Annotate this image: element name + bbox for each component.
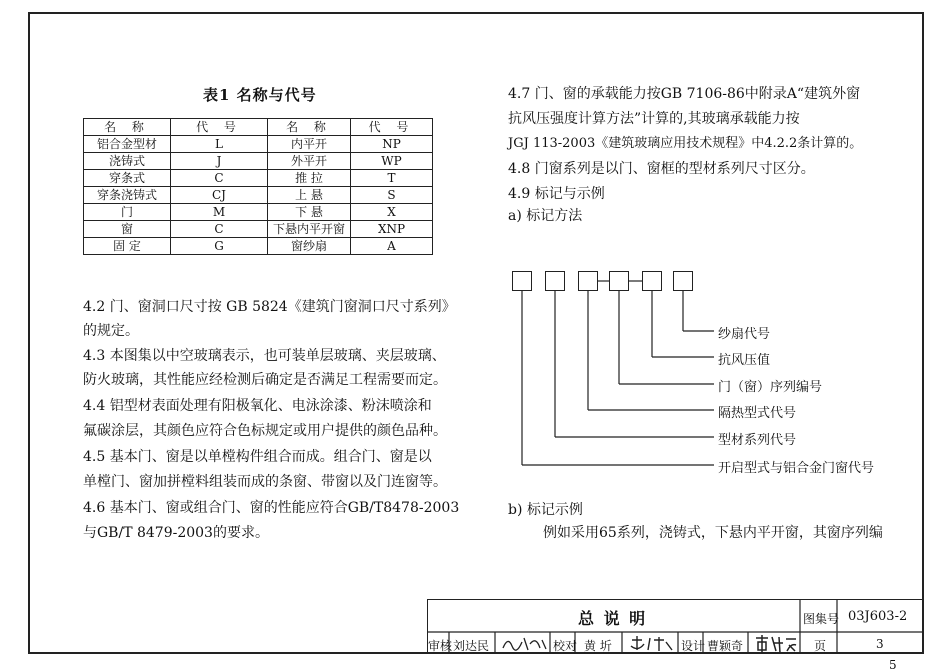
para-4-2-line2: 的规定。: [83, 323, 139, 339]
cell: 下悬内平开窗: [268, 221, 351, 238]
label-sequence-number: 门（窗）序列编号: [718, 380, 823, 395]
cell: XNP: [351, 221, 433, 238]
cell: 穿条式: [84, 170, 171, 187]
title-block: [427, 599, 924, 654]
para-4-7-line1: 4.7 门、窗的承载能力按GB 7106-86中附录A“建筑外窗: [508, 86, 861, 102]
cell: 内平开: [268, 136, 351, 153]
table-title: 表1 名称与代号: [203, 86, 317, 104]
design-label: 设计: [681, 639, 706, 653]
review-label: 审核: [428, 639, 453, 653]
cell: 浇铸式: [84, 153, 171, 170]
reviewer-signature: [500, 634, 550, 654]
cell: 门: [84, 204, 171, 221]
cell: L: [171, 136, 268, 153]
cell: NP: [351, 136, 433, 153]
para-4-4-line1: 4.4 铝型材表面处理有阳极氧化、电泳涂漆、粉沫喷涂和: [83, 398, 432, 414]
cell: 固 定: [84, 238, 171, 255]
cell: WP: [351, 153, 433, 170]
cell: J: [171, 153, 268, 170]
cell: 下 悬: [268, 204, 351, 221]
cell: 推 拉: [268, 170, 351, 187]
para-4-8: 4.8 门窗系列是以门、窗框的型材系列尺寸区分。: [508, 161, 815, 177]
para-4-2-line1: 4.2 门、窗洞口尺寸按 GB 5824《建筑门窗洞口尺寸系列》: [83, 299, 456, 315]
checker-name: 黄 圻: [584, 639, 612, 653]
cell: T: [351, 170, 433, 187]
label-wind-pressure: 抗风压值: [718, 353, 771, 368]
cell: 穿条浇铸式: [84, 187, 171, 204]
cell: X: [351, 204, 433, 221]
label-opening-type: 开启型式与铝合金门窗代号: [718, 461, 875, 476]
check-label: 校对: [553, 639, 578, 653]
header-code-2: 代 号: [351, 119, 433, 136]
para-4-3-line1: 4.3 本图集以中空玻璃表示，也可装单层玻璃、夹层玻璃、: [83, 348, 446, 364]
page-number: 3: [876, 637, 884, 651]
para-b-example: b) 标记示例: [508, 502, 583, 518]
cell: M: [171, 204, 268, 221]
cell: S: [351, 187, 433, 204]
cell: 窗纱扇: [268, 238, 351, 255]
label-profile-series: 型材系列代号: [718, 433, 797, 448]
cell: 上 悬: [268, 187, 351, 204]
para-4-5-line1: 4.5 基本门、窗是以单樘构件组合而成。组合门、窗是以: [83, 449, 432, 465]
para-4-4-line2: 氟碳涂层，其颜色应符合色标规定或用户提供的颜色品种。: [83, 423, 447, 439]
designer-signature: [753, 633, 799, 655]
header-name-2: 名 称: [268, 119, 351, 136]
cell: A: [351, 238, 433, 255]
cell: CJ: [171, 187, 268, 204]
checker-signature: [628, 634, 676, 654]
para-4-5-line2: 单樘门、窗加拼樘料组装而成的条窗、带窗以及门连窗等。: [83, 474, 447, 490]
para-b-example-text: 例如采用65系列，浇铸式，下悬内平开窗，其窗序列编: [543, 525, 883, 541]
page-label: 页: [814, 639, 827, 653]
cell: C: [171, 170, 268, 187]
cell: 外平开: [268, 153, 351, 170]
header-name-1: 名 称: [84, 119, 171, 136]
cell: 窗: [84, 221, 171, 238]
label-screen-sash-code: 纱扇代号: [718, 327, 771, 342]
header-code-1: 代 号: [171, 119, 268, 136]
label-insulation-type: 隔热型式代号: [718, 406, 797, 421]
para-4-7-line2: 抗风压强度计算方法”计算的,其玻璃承载能力按: [508, 111, 800, 127]
sheet-number: 5: [889, 658, 897, 672]
para-4-6-line2: 与GB/T 8479-2003的要求。: [83, 525, 269, 541]
para-4-9: 4.9 标记与示例: [508, 186, 605, 202]
cell: G: [171, 238, 268, 255]
para-4-3-line2: 防火玻璃，其性能应经检测后确定是否满足工程需要而定。: [83, 372, 447, 388]
sheet-title: 总 说 明: [578, 609, 648, 628]
para-4-7-line3: JGJ 113-2003《建筑玻璃应用技术规程》中4.2.2条计算的。: [508, 136, 863, 151]
cell: 铝合金型材: [84, 136, 171, 153]
atlas-number-label: 图集号: [803, 612, 840, 626]
reviewer-name: 刘达民: [453, 639, 490, 653]
para-a-marking-method: a) 标记方法: [508, 208, 583, 224]
atlas-number: 03J603-2: [848, 609, 908, 624]
cell: C: [171, 221, 268, 238]
designer-name: 曹颖奇: [707, 639, 744, 653]
para-4-6-line1: 4.6 基本门、窗或组合门、窗的性能应符合GB/T8478-2003: [83, 500, 460, 516]
